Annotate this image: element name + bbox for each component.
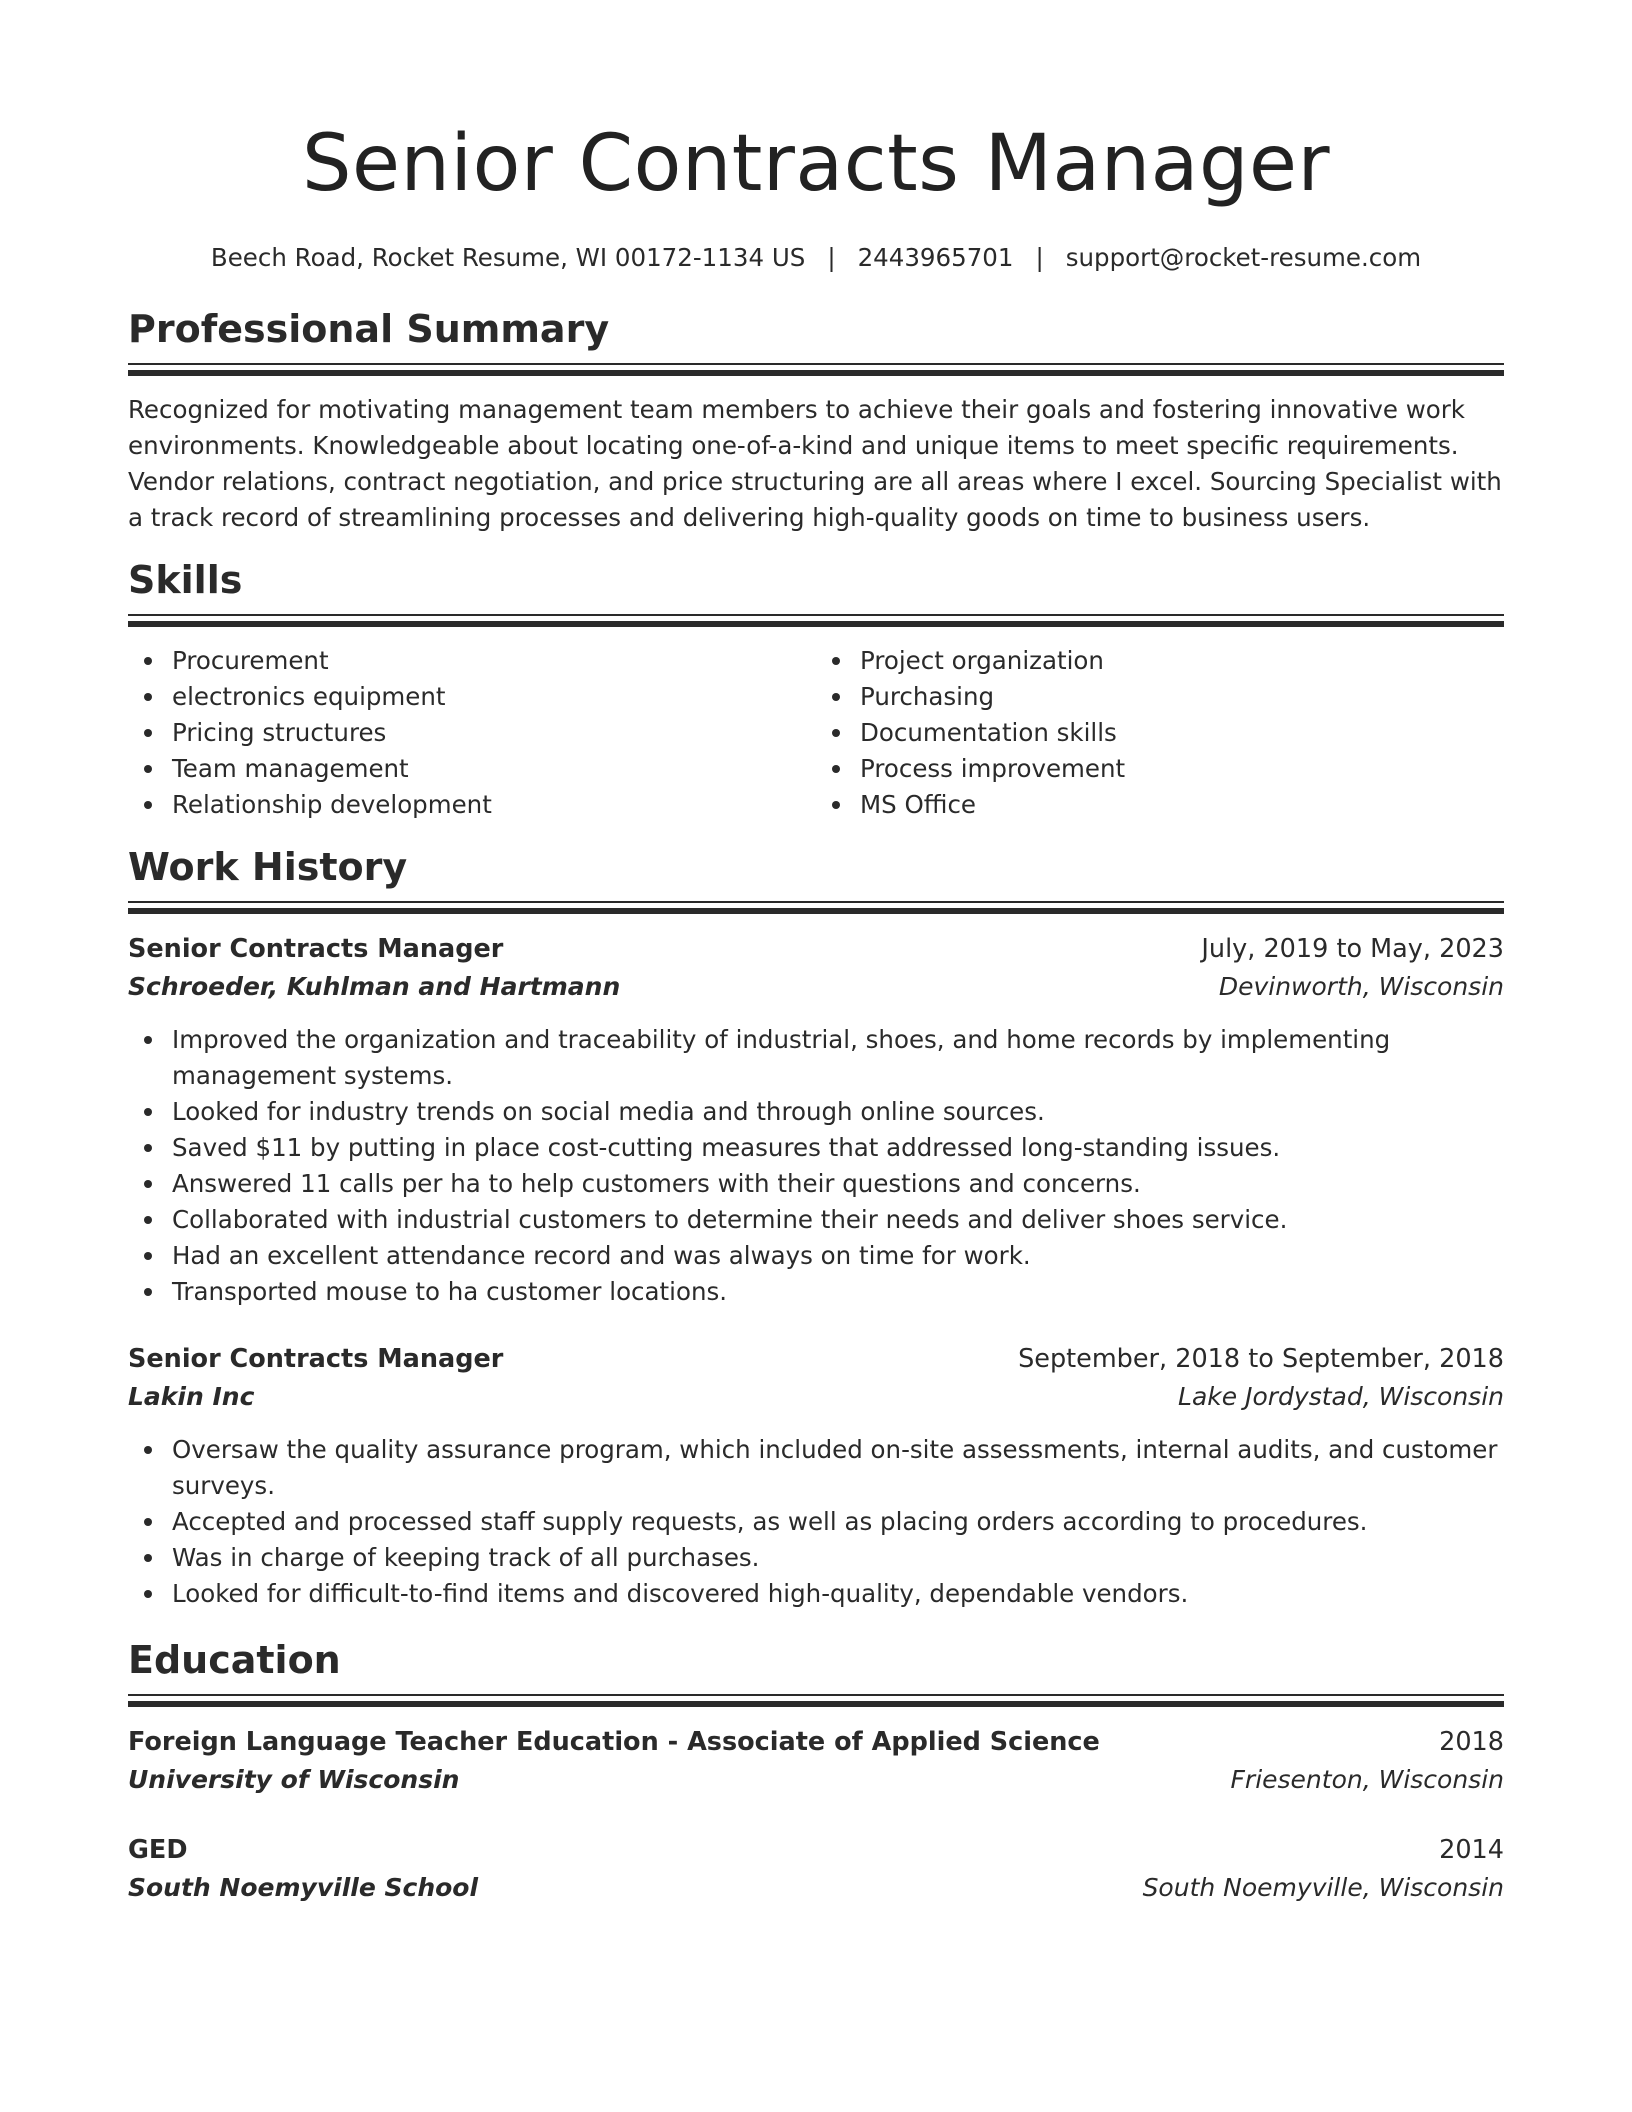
education-school-row xyxy=(128,1761,1504,1799)
summary-heading: Professional Summary xyxy=(128,307,610,351)
skill-item: Process improvement xyxy=(816,751,1504,787)
skills-section xyxy=(128,556,1504,823)
job-bullet: Transported mouse to ha customer locations. xyxy=(128,1274,1504,1310)
education-degree: GED xyxy=(128,1835,188,1865)
section-divider xyxy=(128,363,1504,376)
education-year: 2014 xyxy=(1439,1835,1504,1865)
skills-list-left xyxy=(128,643,816,823)
skill-item: Documentation skills xyxy=(816,715,1504,751)
job-bullet: Looked for industry trends on social media and through online sources. xyxy=(128,1094,1504,1130)
contact-separator: | xyxy=(1035,243,1044,272)
education-school: University of Wisconsin xyxy=(128,1765,460,1794)
job-bullet: Answered 11 calls per ha to help customers with their questions and concerns. xyxy=(128,1166,1504,1202)
education-heading: Education xyxy=(128,1638,341,1682)
job-title: Senior Contracts Manager xyxy=(128,934,504,964)
summary-section xyxy=(128,305,1504,536)
job-bullet: Was in charge of keeping track of all purchases. xyxy=(128,1540,1504,1576)
job-header-row xyxy=(128,930,1504,968)
education-school: South Noemyville School xyxy=(128,1873,479,1902)
job-location: Devinworth, Wisconsin xyxy=(1218,972,1504,1001)
education-section xyxy=(128,1636,1504,1907)
job-title: Senior Contracts Manager xyxy=(128,1344,504,1374)
contact-email[interactable]: support@rocket-resume.com xyxy=(1065,243,1422,272)
education-entry xyxy=(128,1723,1504,1799)
resume-name: Senior Contracts Manager xyxy=(301,119,1331,209)
job-company: Schroeder, Kuhlman and Hartmann xyxy=(128,972,621,1001)
job-bullet: Looked for difficult-to-find items and discovered high-quality, dependable vendors. xyxy=(128,1576,1504,1612)
skills-list-right xyxy=(816,643,1504,823)
summary-text: Recognized for motivating management team members to achieve their goals and fostering innovative work environments. Knowledgeable about locating one-of-a-kind and unique items to meet specific requirements. Vendor relations, contract negotiation, and price structuring are all areas where I excel. Sourcing Specialist with a track record of streamlining processes and delivering high-quality goods on time to business users. xyxy=(128,395,1502,532)
job-dates: September, 2018 to September, 2018 xyxy=(1018,1344,1504,1374)
education-degree-row xyxy=(128,1723,1504,1761)
contact-separator: | xyxy=(827,243,836,272)
section-divider xyxy=(128,614,1504,627)
job-bullet: Saved $11 by putting in place cost-cutting measures that addressed long-standing issues. xyxy=(128,1130,1504,1166)
job-company-row xyxy=(128,968,1504,1006)
job-entry xyxy=(128,930,1504,1310)
job-location: Lake Jordystad, Wisconsin xyxy=(1178,1382,1504,1411)
job-bullet-list xyxy=(128,1432,1504,1612)
work-history-heading: Work History xyxy=(128,845,408,889)
skill-item: Project organization xyxy=(816,643,1504,679)
skill-item: Procurement xyxy=(128,643,816,679)
education-location: South Noemyville, Wisconsin xyxy=(1142,1873,1504,1902)
section-divider xyxy=(128,1694,1504,1707)
job-bullet: Accepted and processed staff supply requests, as well as placing orders according to procedures. xyxy=(128,1504,1504,1540)
contact-phone: 2443965701 xyxy=(857,243,1014,272)
skill-item: Relationship development xyxy=(128,787,816,823)
job-bullet: Had an excellent attendance record and was always on time for work. xyxy=(128,1238,1504,1274)
job-bullet: Improved the organization and traceability of industrial, shoes, and home records by implementing management systems. xyxy=(128,1022,1504,1094)
section-divider xyxy=(128,901,1504,914)
job-header-row xyxy=(128,1340,1504,1378)
job-company: Lakin Inc xyxy=(128,1382,255,1411)
job-entry xyxy=(128,1340,1504,1612)
skills-heading: Skills xyxy=(128,558,243,602)
education-entry xyxy=(128,1831,1504,1907)
job-dates: July, 2019 to May, 2023 xyxy=(1201,934,1504,964)
skill-item: electronics equipment xyxy=(128,679,816,715)
contact-line xyxy=(128,242,1504,274)
job-bullet: Oversaw the quality assurance program, which included on-site assessments, internal audits, and customer surveys. xyxy=(128,1432,1504,1504)
skill-item: MS Office xyxy=(816,787,1504,823)
skills-columns xyxy=(128,643,1504,823)
work-history-section xyxy=(128,843,1504,1612)
job-company-row xyxy=(128,1378,1504,1416)
education-degree: Foreign Language Teacher Education - Associate of Applied Science xyxy=(128,1727,1100,1757)
skill-item: Pricing structures xyxy=(128,715,816,751)
skill-item: Team management xyxy=(128,751,816,787)
job-bullet-list xyxy=(128,1022,1504,1310)
education-location: Friesenton, Wisconsin xyxy=(1230,1765,1504,1794)
contact-address: Beech Road, Rocket Resume, WI 00172-1134 US xyxy=(210,243,806,272)
education-school-row xyxy=(128,1869,1504,1907)
education-degree-row xyxy=(128,1831,1504,1869)
education-year: 2018 xyxy=(1439,1727,1504,1757)
job-bullet: Collaborated with industrial customers to determine their needs and deliver shoes service. xyxy=(128,1202,1504,1238)
skill-item: Purchasing xyxy=(816,679,1504,715)
